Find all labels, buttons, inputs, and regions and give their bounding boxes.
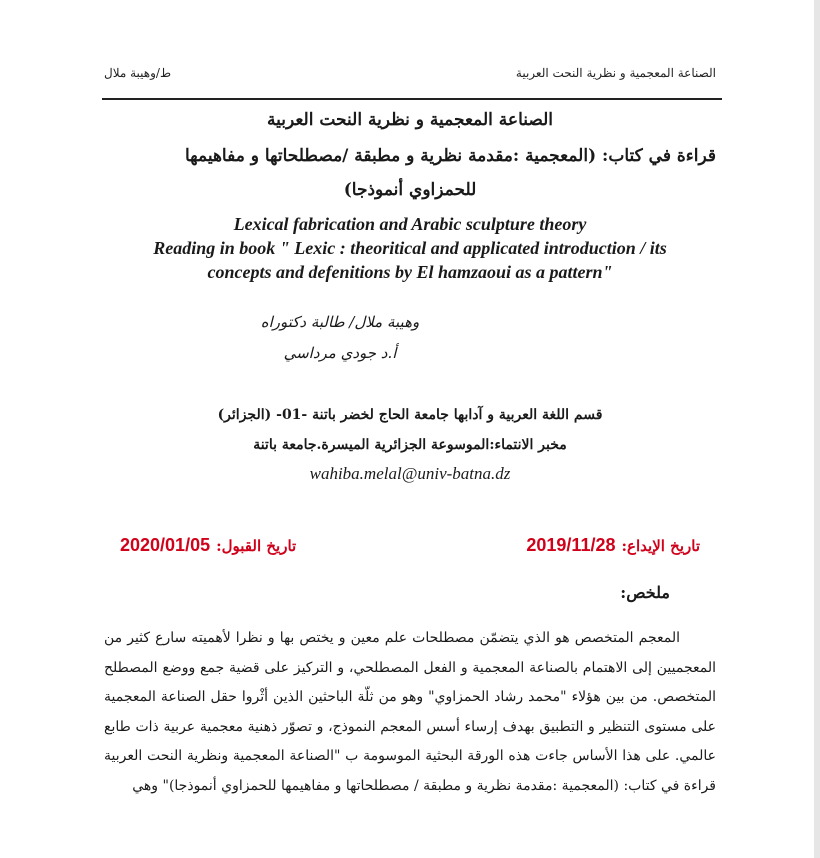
arabic-title: الصناعة المعجمية و نظرية النحت العربية <box>266 110 554 130</box>
department-affiliation: قسم اللغة العربية و آدابها جامعة الحاج لخضر باتنة -01- (الجزائر) <box>217 407 603 423</box>
abstract-paragraph: المعجم المتخصص هو الذي يتضمّن مصطلحات علم معين و يختص بها و نظرا لأهميته سارع كثير من المعجميين إلى الاهتمام بالصناعة المعجمية و الفعل المصطلحي، و التركيز على قضية جمع ووضع المصطلح المتخصص. من بين هؤلاء "محمد رشاد الحمزاوي" وهو من ثلّة الباحثين الذين أثْروا حقل الصناعة المعجمية على مستوى التنظير و التطبيق بهدف إرساء أسس المعجم النموذج، و تصوّر ذهنية معجمية عربية ذات طابع عالمي. على هذا الأساس جاءت هذه الورقة البحثية الموسومة ب "الصناعة المعجمية ونظرية النحت العربية قراءة في كتاب: (المعجمية :مقدمة نظرية و مطبقة / مصطلحاتها و مفاهيمها للحمزاوي أنموذجا)" وهي <box>104 630 716 794</box>
english-title-line-2: Reading in book " Lexic : theoritical and applicated introduction / its <box>153 238 667 258</box>
dates-row <box>120 535 700 561</box>
arabic-reading-line-2: للحمزاوي أنموذجا) <box>343 180 477 200</box>
author-line: وهيبة ملال/ طالبة دكتوراه <box>260 313 420 331</box>
acceptance-date <box>120 535 296 561</box>
supervisor-line: أ.د جودي مرداسي <box>283 344 397 362</box>
running-header <box>104 60 716 86</box>
abstract-body <box>104 624 716 801</box>
arabic-reading-line-1: قراءة في كتاب: (المعجمية :مقدمة نظرية و مطبقة /مصطلحاتها و مفاهيمها <box>184 146 716 166</box>
submission-value: 2019/11/28 <box>526 535 616 555</box>
author-email: wahiba.melal@univ-batna.dz <box>309 464 511 483</box>
header-author: ط/وهيبة ملال <box>104 66 172 80</box>
english-title-line-1: Lexical fabrication and Arabic sculpture theory <box>233 214 587 234</box>
header-rule <box>102 98 722 100</box>
abstract-label: ملخص: <box>620 583 670 602</box>
submission-date <box>526 535 700 561</box>
submission-label: تاريخ الإيداع: <box>621 537 700 555</box>
acceptance-value: 2020/01/05 <box>120 535 211 555</box>
header-article-title: الصناعة المعجمية و نظرية النحت العربية <box>515 66 716 80</box>
english-title-line-3: concepts and defenitions by El hamzaoui as a pattern" <box>207 262 613 282</box>
lab-affiliation: مخبر الانتماء:الموسوعة الجزائرية الميسرة.جامعة باتنة <box>253 437 567 453</box>
acceptance-label: تاريخ القبول: <box>216 537 297 555</box>
